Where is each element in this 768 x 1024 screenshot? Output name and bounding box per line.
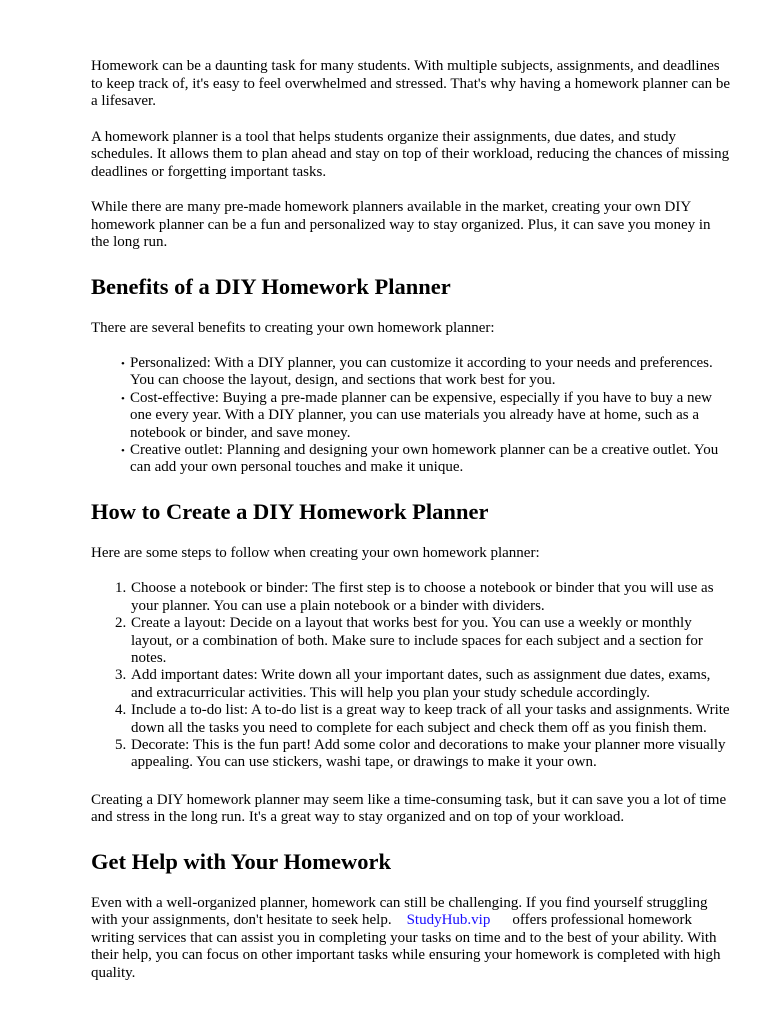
howto-steps-list: [91, 580, 731, 771]
step-item-notebook: 1. Choose a notebook or binder: The first step is to choose a notebook or binder that you will use as your planner. You can use a plain notebook or a binder with dividers.: [130, 580, 731, 615]
intro-paragraph-1: Homework can be a daunting task for many students. With multiple subjects, assignments, and deadlines to keep track of, it's easy to feel overwhelmed and stressed. That's why having a homework planner can be a lifesaver.: [91, 58, 731, 109]
document-page: [91, 58, 731, 1000]
help-paragraph: [91, 895, 731, 983]
benefit-item-personalized: • Personalized: With a DIY planner, you can customize it according to your needs and preferences. You can choose the layout, design, and sections that work best for you.: [130, 355, 731, 390]
benefit-item-creative-outlet: • Creative outlet: Planning and designing your own homework planner can be a creative outlet. You can add your own personal touches and make it unique.: [130, 442, 731, 477]
intro-paragraph-2: A homework planner is a tool that helps students organize their assignments, due dates, and study schedules. It allows them to plan ahead and stay on top of their workload, reducing the chances of missing deadlines or forgetting important tasks.: [91, 128, 730, 180]
benefits-heading: Benefits of a DIY Homework Planner: [91, 273, 451, 299]
step-item-layout: 2. Create a layout: Decide on a layout that works best for you. You can use a weekly or monthly layout, or a combination of both. Make sure to include spaces for each subject and a section for notes.: [130, 615, 731, 667]
howto-heading: How to Create a DIY Homework Planner: [91, 498, 489, 524]
help-heading: Get Help with Your Homework: [91, 848, 391, 874]
help-text-before: Even with a well-organized planner, homework can still be challenging. If you find yourself struggling with your assignments, don't hesitate to seek help.: [91, 894, 708, 929]
benefits-list: [91, 355, 731, 477]
benefit-item-cost-effective: • Cost-effective: Buying a pre-made planner can be expensive, especially if you have to buy a new one every year. With a DIY planner, you can use materials you already have at home, such as a notebook or binder, and save money.: [130, 390, 731, 442]
howto-closing: Creating a DIY homework planner may seem like a time-consuming task, but it can save you a lot of time and stress in the long run. It's a great way to stay organized and on top of your workload.: [91, 791, 727, 826]
step-item-decorate: 5. Decorate: This is the fun part! Add some color and decorations to make your planner more visually appealing. You can use stickers, washi tape, or drawings to make it your own.: [130, 737, 731, 772]
benefits-intro: There are several benefits to creating your own homework planner:: [91, 319, 495, 336]
intro-paragraph-3: While there are many pre-made homework planners available in the market, creating your own DIY homework planner can be a fun and personalized way to stay organized. Plus, it can save you money in the long run.: [91, 199, 711, 250]
step-item-dates: 3. Add important dates: Write down all your important dates, such as assignment due dates, exams, and extracurricular activities. This will help you plan your study schedule accordingly.: [130, 667, 731, 702]
step-item-todo: 4. Include a to-do list: A to-do list is a great way to keep track of all your tasks and assignments. Write down all the tasks you need to complete for each subject and check them off as you finish them.: [130, 702, 731, 737]
help-text-after: offers professional homework writing services that can assist you in completing your tasks on time and to the best of your ability. With their help, you can focus on other important tasks while ensuring your homework is completed with high quality.: [91, 912, 721, 981]
studyhub-link[interactable]: StudyHub.vip: [406, 912, 491, 929]
howto-intro: Here are some steps to follow when creating your own homework planner:: [91, 544, 540, 561]
